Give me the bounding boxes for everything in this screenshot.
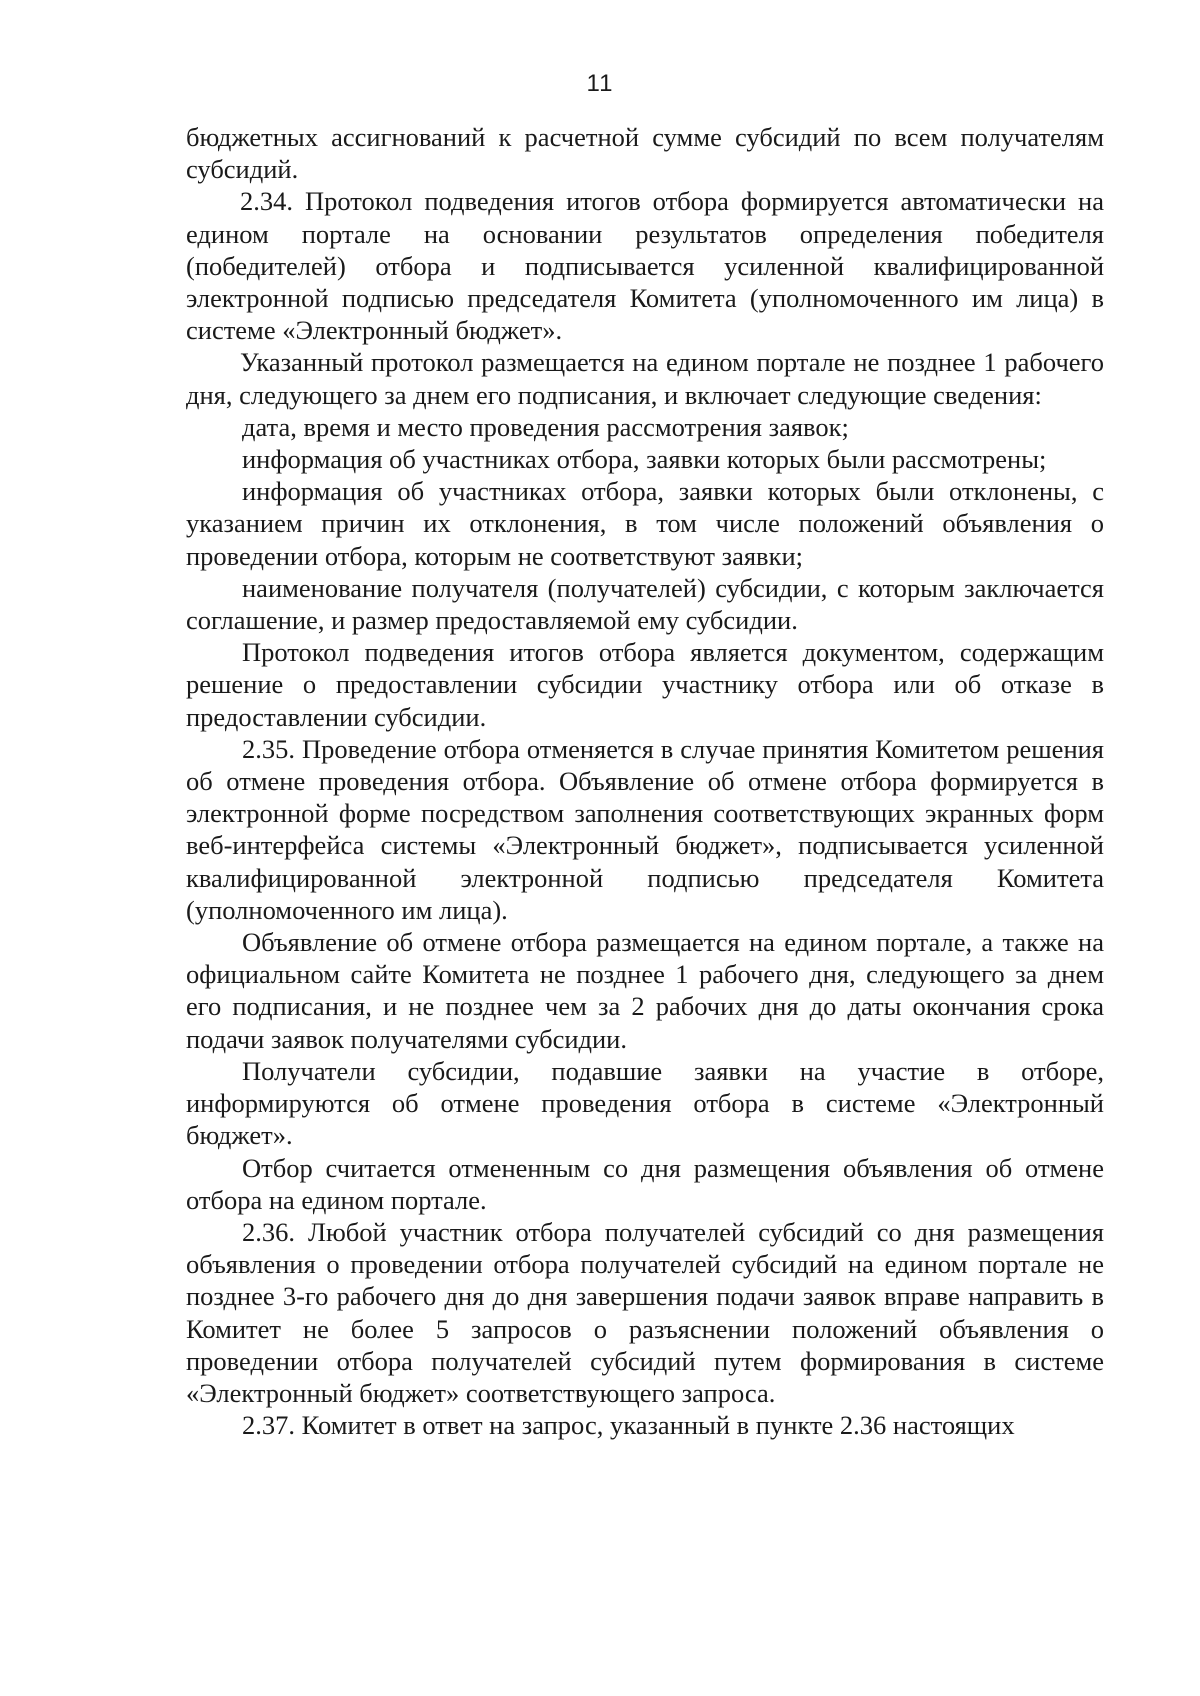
paragraph-protocol-publication: Указанный протокол размещается на едином портале не позднее 1 рабочего дня, следующего за днем его подписания, и включает следующие сведения: xyxy=(186,347,1104,410)
list-item-recipient-name: наименование получателя (получателей) субсидии, с которым заключается соглашение, и размер предоставляемой ему субсидии. xyxy=(186,572,1104,636)
paragraph-cancel-announcement: Объявление об отмене отбора размещается на едином портале, а также на официальном сайте Комитета не позднее 1 рабочего дня, следующего за днем его подписания, и не позднее чем за 2 рабочих дня до даты окончания срока подачи заявок получателями субсидии. xyxy=(186,927,1104,1054)
paragraph-recipients-informed: Получатели субсидии, подавшие заявки на участие в отборе, информируются об отмене проведения отбора в системе «Электронный бюджет». xyxy=(186,1055,1104,1151)
paragraph-selection-cancelled: Отбор считается отмененным со дня размещения объявления об отмене отбора на едином портале. xyxy=(186,1152,1104,1215)
list-item-considered-participants: информация об участниках отбора, заявки которых были рассмотрены; xyxy=(242,444,1047,475)
list-item-rejected-participants: информация об участниках отбора, заявки которых были отклонены, с указанием причин их отклонения, в том числе положений объявления о проведении отбора, которым не соответствуют заявки; xyxy=(186,476,1104,571)
page-number: 11 xyxy=(586,70,614,97)
paragraph-protocol-document: Протокол подведения итогов отбора является документом, содержащим решение о предоставлении субсидии участнику отбора или об отказе в предоставлении субсидии. xyxy=(186,637,1104,732)
document-body xyxy=(186,121,1104,1441)
paragraph-continuation: бюджетных ассигнований к расчетной сумме субсидий по всем получателям субсидий. xyxy=(186,122,1104,185)
paragraph-2-37: 2.37. Комитет в ответ на запрос, указанный в пункте 2.36 настоящих xyxy=(242,1410,1015,1441)
paragraph-2-35: 2.35. Проведение отбора отменяется в случае принятия Комитетом решения об отмене проведения отбора. Объявление об отмене отбора формируется в электронной форме посредством заполнения соответствующих экранных форм веб-интерфейса системы «Электронный бюджет», подписывается усиленной квалифицированной электронной подписью председателя Комитета (уполномоченного им лица). xyxy=(186,733,1104,925)
paragraph-2-34: 2.34. Протокол подведения итогов отбора формируется автоматически на едином портале на основании результатов определения победителя (победителей) отбора и подписывается усиленной квалифицированной электронной подписью председателя Комитета (уполномоченного им лица) в системе «Электронный бюджет». xyxy=(186,186,1104,346)
paragraph-2-36: 2.36. Любой участник отбора получателей субсидий со дня размещения объявления о проведении отбора получателей субсидий на едином портале не позднее 3-го рабочего дня до дня завершения подачи заявок вправе направить в Комитет не более 5 запросов о разъяснении положений объявления о проведении отбора получателей субсидий путем формирования в системе «Электронный бюджет» соответствующего запроса. xyxy=(186,1216,1104,1408)
list-item-date-time-place: дата, время и место проведения рассмотрения заявок; xyxy=(242,411,849,442)
